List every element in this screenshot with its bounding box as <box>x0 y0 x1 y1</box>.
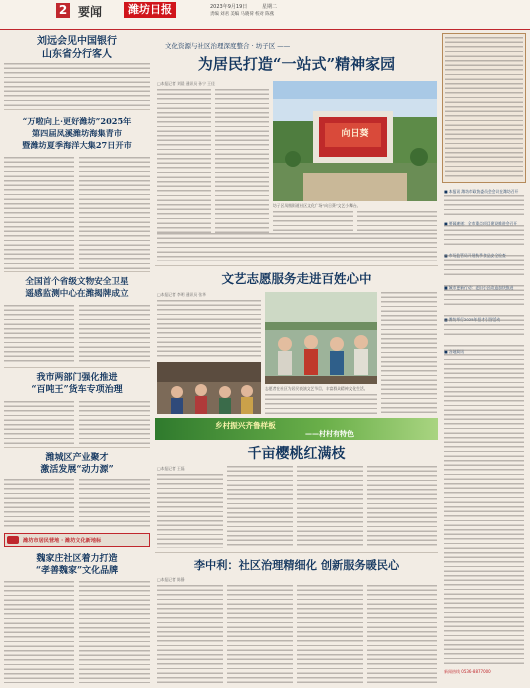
culture-photo <box>157 362 261 414</box>
title-line: 刘远会见中国银行 <box>37 36 117 47</box>
masthead-date: 2023年9月19日 <box>210 4 248 10</box>
title-line: “万啦向上·更好潍坊”2025年 <box>22 116 132 126</box>
lead-body-col2 <box>215 89 269 233</box>
article-title-3 <box>4 276 150 300</box>
title-line: 潍城区产业聚才 <box>45 453 109 463</box>
article-body-2b <box>79 157 150 269</box>
right-body-1 <box>444 195 524 215</box>
bottom-body-col4 <box>367 585 437 683</box>
village-article <box>155 418 438 550</box>
masthead-editors: 责编 刘君 美编 马晓荷 校对 陈燕 <box>210 12 275 17</box>
village-body-col4 <box>367 466 437 548</box>
village-body-col1 <box>157 474 223 548</box>
title-line: 全国首个省级文物安全卫星 <box>25 277 129 287</box>
photo-sign: 向日葵 <box>341 129 369 139</box>
right-body-3 <box>444 255 524 275</box>
title-line: 第四届凤溪潍坊海集青市 <box>31 128 123 138</box>
banner-badge <box>7 536 19 544</box>
culture-photo-illustration <box>157 362 261 414</box>
page-number: 2 <box>56 3 70 18</box>
divider <box>4 447 150 448</box>
section-label: 要闻 <box>78 5 103 19</box>
culture-body-col3 <box>381 292 437 414</box>
culture-headline: 文艺志愿服务走进百姓心中 <box>221 271 372 286</box>
right-body-2 <box>444 225 524 245</box>
article-title-2 <box>4 115 150 151</box>
village-ribbon <box>155 418 438 440</box>
right-column <box>442 33 526 685</box>
article-body-5b <box>79 479 150 529</box>
news-index-item[interactable]: ■ 本报讯 潍坊市政协委员会会议在潍坊召开 <box>444 189 519 194</box>
title-line: “孝善魏家”文化品牌 <box>35 566 119 576</box>
culture-article <box>155 265 438 415</box>
article-body-4a <box>4 401 74 445</box>
right-body-4 <box>444 285 524 305</box>
news-index-item[interactable]: ■ 城市更新行动：老旧小区改造加快推进 <box>444 285 514 290</box>
culture-body-col2 <box>265 394 377 414</box>
news-index-item[interactable]: ■ 要闻速递：全市重点项目建设推进会召开 <box>444 221 518 226</box>
article-body-6a <box>4 581 74 683</box>
lead-body-cont <box>157 233 437 261</box>
title-line: 我市两部门强化推进 <box>36 373 118 383</box>
news-index-item[interactable]: ■ 潍坊举行2025年招才引智活动 <box>444 317 501 322</box>
lead-article <box>155 33 438 263</box>
bottom-headline: 李中利：社区治理精细化 创新服务暖民心 <box>193 558 400 572</box>
lead-kicker: 文化资源与社区治理深度整合 · 坊子区 —— <box>165 42 291 50</box>
divider <box>4 367 150 368</box>
bottom-article <box>155 552 438 685</box>
hotline <box>444 669 524 675</box>
bottom-body-col3 <box>297 585 363 683</box>
promo-banner <box>4 533 150 547</box>
ribbon-sub: ——村村有特色 <box>305 429 354 438</box>
title-line: 山东省分行客人 <box>42 49 112 60</box>
masthead <box>0 0 530 30</box>
article-body-4b <box>79 401 150 445</box>
bottom-byline: □本报记者 陈静 <box>157 577 185 582</box>
article-body-3b <box>79 305 150 365</box>
article-body-5a <box>4 479 74 529</box>
lead-body-col1 <box>157 89 211 233</box>
lead-body-col3 <box>273 211 353 233</box>
title-line: 魏家庄社区着力打造 <box>36 554 118 564</box>
left-column <box>4 33 150 685</box>
bottom-body-col1 <box>157 585 223 683</box>
village-headline: 千亩樱桃红满枝 <box>247 446 346 462</box>
culture-main-illustration <box>265 292 377 384</box>
lead-byline: □本报记者 刘晨 通讯员 孙宁 王佳 <box>157 81 215 86</box>
masthead-weekday: 星期二 <box>262 4 278 10</box>
hotline-label: 新闻热线 <box>444 669 460 674</box>
lead-body-col4 <box>357 211 437 233</box>
bottom-body-col2 <box>227 585 293 683</box>
lead-photo-illustration <box>273 81 437 201</box>
culture-body-col1 <box>157 300 261 360</box>
news-index-item[interactable]: ■ 各地简讯 <box>444 349 464 354</box>
title-line: 遥感监测中心在潍揭牌成立 <box>25 289 129 299</box>
divider <box>4 271 150 272</box>
hotline-number: 0536-8877000 <box>461 669 491 674</box>
village-body-col2 <box>227 466 293 548</box>
title-line: 激活发展“动力源” <box>40 465 114 475</box>
title-line: 暨潍坊夏季海洋大集27日开市 <box>22 140 132 150</box>
village-body-col3 <box>297 466 363 548</box>
title-line: “百吨王”货车专项治理 <box>31 385 123 395</box>
right-body-5 <box>444 315 524 335</box>
culture-photo-main <box>265 292 377 384</box>
lead-caption: 坊子区凤凰街道社区文化广场“向日葵”文艺小舞台。 <box>273 203 361 208</box>
culture-byline: □本报记者 李明 通讯员 张华 <box>157 292 206 297</box>
right-body-6 <box>444 345 524 665</box>
index-box-text <box>445 37 523 179</box>
village-byline: □本报记者 王磊 <box>157 466 185 471</box>
banner-text: 潍坊市居民营地 · 潍坊文化新地标 <box>23 538 102 544</box>
article-body-2a <box>4 157 74 269</box>
article-body-3a <box>4 305 74 365</box>
article-body-6b <box>79 581 150 683</box>
lead-photo <box>273 81 437 201</box>
article-title-4 <box>4 372 150 396</box>
article-title-1 <box>4 35 150 61</box>
article-title-5 <box>4 452 150 476</box>
article-body-1 <box>4 63 150 107</box>
ribbon-title: 乡村振兴齐鲁样板 <box>215 421 276 430</box>
article-title-6 <box>4 553 150 577</box>
divider <box>4 109 150 110</box>
lead-headline: 为居民打造“一站式”精神家园 <box>197 55 396 73</box>
culture-caption: 志愿者在社区为居民表演文艺节目，丰富群众精神文化生活。 <box>265 386 368 391</box>
news-index-item[interactable]: ■ 市场监管局开展秋季食品安全检查 <box>444 253 506 258</box>
paper-logo: 潍坊日报 <box>124 2 176 18</box>
